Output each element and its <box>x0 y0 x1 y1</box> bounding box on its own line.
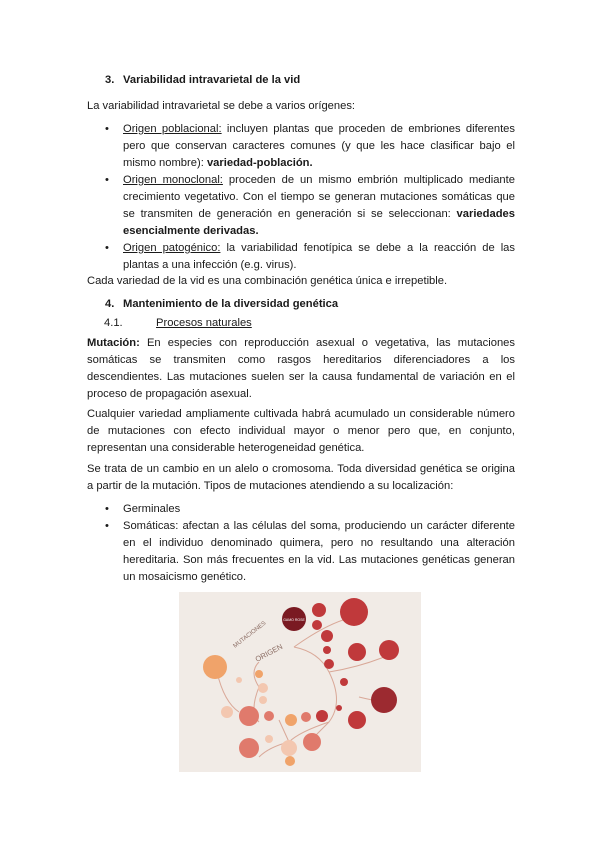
diagram-label-origen: ORIGEN <box>253 641 285 664</box>
node <box>316 710 328 722</box>
node <box>264 711 274 721</box>
node <box>340 598 368 626</box>
section-3-intro: La variabilidad intravarietal se debe a varios orígenes: <box>87 100 356 112</box>
section-3-heading <box>87 72 300 89</box>
node <box>255 670 263 678</box>
paragraph-2: Cualquier variedad ampliamente cultivada habrá acumulado un considerable número de mutaciones con efecto individual mayor o menor pero que, en conjunto, representan una considerable heterogeneidad genética. <box>87 408 515 454</box>
node <box>258 683 268 693</box>
node <box>323 646 331 654</box>
subsection-number: 4.1. <box>104 317 123 329</box>
node <box>336 705 342 711</box>
node <box>265 735 273 743</box>
section-4-heading <box>87 296 338 313</box>
node <box>281 740 297 756</box>
item-label: Origen monoclonal: <box>123 174 223 186</box>
mutations-diagram-svg <box>179 592 421 772</box>
section-number: 3. <box>105 74 115 86</box>
list-item <box>87 240 515 274</box>
bullet-icon: • <box>105 123 109 135</box>
node <box>312 603 326 617</box>
list-item <box>87 501 515 518</box>
section-title: Mantenimiento de la diversidad genética <box>123 298 339 310</box>
diagram-nodes <box>203 598 399 766</box>
node <box>239 706 259 726</box>
section-title: Variabilidad intravarietal de la vid <box>123 74 301 86</box>
node <box>221 706 233 718</box>
node <box>379 640 399 660</box>
origin-list <box>87 121 515 274</box>
item-text: la variabilidad fenotípica se debe a la reacción de las plantas a una infección (e.g. virus). <box>123 242 515 271</box>
bullet-icon: • <box>105 174 109 186</box>
item-bold: variedades esencialmente derivadas. <box>123 208 515 237</box>
node <box>203 655 227 679</box>
node <box>312 620 322 630</box>
item-text: Somáticas: afectan a las células del soma, produciendo un carácter diferente en el individuo denominado quimera, pero no resultando una alteración hereditaria. Son más frecuentes en la vid. Las mutaciones genéticas generan un mosaicismo genético. <box>123 520 515 583</box>
mutation-types-list <box>87 501 515 586</box>
bullet-icon: • <box>105 503 109 515</box>
mutacion-text: En especies con reproducción asexual o vegetativa, las mutaciones somáticas se transmiten como rasgos hereditarios diferenciadores a los descendientes. Las mutaciones suelen ser la causa fundamental de variación en el proceso de propagación asexual. <box>87 337 515 400</box>
section-3-closing: Cada variedad de la vid es una combinación genética única e irrepetible. <box>87 275 448 287</box>
node <box>285 714 297 726</box>
item-text: Germinales <box>123 503 181 515</box>
item-text: proceden de un mismo embrión multiplicado mediante crecimiento vegetativo. Con el tiempo se generan mutaciones somáticas que se transmiten de generación en generación si se seleccionan: <box>123 174 515 220</box>
node <box>285 756 295 766</box>
node <box>348 643 366 661</box>
item-bold: variedad-población. <box>206 157 313 169</box>
mutacion-paragraph <box>87 335 515 403</box>
node <box>303 733 321 751</box>
mutacion-label: Mutación: <box>87 337 140 349</box>
bullet-icon: • <box>105 242 109 254</box>
node <box>371 687 397 713</box>
mutations-diagram <box>179 592 421 772</box>
list-item <box>87 172 515 240</box>
item-text: incluyen plantas que proceden de embriones diferentes pero que conservan caracteres comunes (y que les hace clasificar bajo el mismo nombre): <box>123 123 515 169</box>
subsection-title: Procesos naturales <box>156 317 252 329</box>
subsection-heading <box>104 315 252 332</box>
node <box>340 678 348 686</box>
section-number: 4. <box>105 298 115 310</box>
node <box>301 712 311 722</box>
node <box>324 659 334 669</box>
node <box>321 630 333 642</box>
item-label: Origen poblacional: <box>123 123 222 135</box>
diagram-label-mutaciones: MUTACIONES <box>232 620 268 650</box>
node <box>239 738 259 758</box>
node <box>348 711 366 729</box>
paragraph-3: Se trata de un cambio en un alelo o cromosoma. Toda diversidad genética se origina a partir de la mutación. Tipos de mutaciones atendiendo a su localización: <box>87 463 515 492</box>
node <box>236 677 242 683</box>
node <box>259 696 267 704</box>
list-item <box>87 518 515 586</box>
item-label: Origen patogénico: <box>123 242 221 254</box>
list-item <box>87 121 515 172</box>
bullet-icon: • <box>105 520 109 532</box>
node-label: GAMO ROSE <box>283 618 305 622</box>
